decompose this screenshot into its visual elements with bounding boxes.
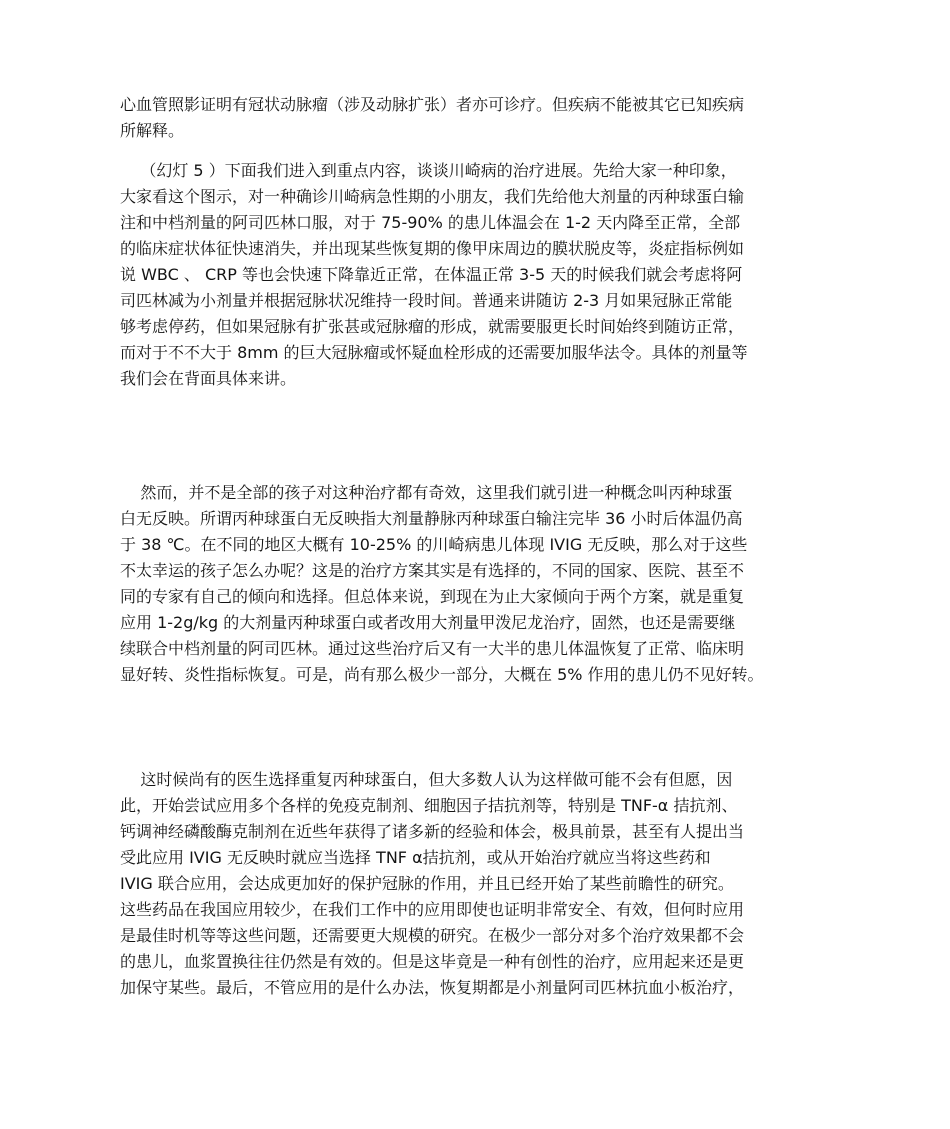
text-line: 受此应用 IVIG 无反映时就应当选择 TNF α拮抗剂，或从开始治疗就应当将这些药和 [120,848,711,867]
text-line: 白无反映。所谓丙种球蛋白无反映指大剂量静脉丙种球蛋白输注完毕 36 小时后体温仍高 [120,509,743,528]
text-line: 够考虑停药，但如果冠脉有扩张甚或冠脉瘤的形成，就需要服更长时间始终到随访正常， [120,317,745,336]
paragraph-2 [120,158,840,392]
text-line: 应用 1-2g/kg 的大剂量丙种球蛋白或者改用大剂量甲泼尼龙治疗，固然，也还是需要继 [120,613,736,632]
text-line: 这些药品在我国应用较少，在我们工作中的应用即使也证明非常安全、有效，但何时应用 [120,900,745,919]
text-line: 同的专家有自己的倾向和选择。但总体来说，到现在为止大家倾向于两个方案，就是重复 [120,587,745,606]
text-line: 说 WBC 、 CRP 等也会快速下降靠近正常，在体温正常 3-5 天的时候我们就会考虑将阿 [120,265,743,284]
text-line: （幻灯 5 ）下面我们进入到重点内容，谈谈川崎病的治疗进展。先给大家一种印象， [120,161,737,180]
text-line: IVIG 联合应用，会达成更加好的保护冠脉的作用，并且已经开始了某些前瞻性的研究。 [120,874,734,893]
text-line: 而对于不不大于 8mm 的巨大冠脉瘤或怀疑血栓形成的还需要加服华法令。具体的剂量等 [120,343,748,362]
paragraph-1 [120,92,840,144]
paragraph-3 [120,480,840,688]
text-line: 心血管照影证明有冠状动脉瘤（涉及动脉扩张）者亦可诊疗。但疾病不能被其它已知疾病 [120,95,745,114]
text-line: 不太幸运的孩子怎么办呢？这是的治疗方案其实是有选择的，不同的国家、医院、甚至不 [120,561,745,580]
text-line: 加保守某些。最后，不管应用的是什么办法，恢复期都是小剂量阿司匹林抗血小板治疗， [120,978,745,997]
text-line: 然而，并不是全部的孩子对这种治疗都有奇效，这里我们就引进一种概念叫丙种球蛋 [120,483,733,502]
text-line: 是最佳时机等等这些问题，还需要更大规模的研究。在极少一部分对多个治疗效果都不会 [120,926,745,945]
text-line: 的患儿，血浆置换往往仍然是有效的。但是这毕竟是一种有创性的治疗，应用起来还是更 [120,952,745,971]
text-line: 此，开始尝试应用多个各样的免疫克制剂、细胞因子拮抗剂等，特别是 TNF-α 拮抗剂、 [120,796,738,815]
text-line: 显好转、炎性指标恢复。可是，尚有那么极少一部分，大概在 5% 作用的患儿仍不见好转。 [120,665,764,684]
paragraph-4 [120,767,840,1001]
text-line: 司匹林减为小剂量并根据冠脉状况维持一段时间。普通来讲随访 2-3 月如果冠脉正常能 [120,291,733,310]
text-line: 这时候尚有的医生选择重复丙种球蛋白，但大多数人认为这样做可能不会有但愿，因 [120,770,733,789]
text-line: 于 38 ℃。在不同的地区大概有 10-25% 的川崎病患儿体现 IVIG 无反映，那么对于这些 [120,535,748,554]
text-line: 所解释。 [120,121,185,140]
text-line: 注和中档剂量的阿司匹林口服，对于 75-90% 的患儿体温会在 1-2 天内降至正常，全部 [120,213,741,232]
text-line: 钙调神经磷酸酶克制剂在近些年获得了诸多新的经验和体会，极具前景，甚至有人提出当 [120,822,745,841]
text-line: 我们会在背面具体来讲。 [120,369,297,388]
text-line: 的临床症状体征快速消失，并出现某些恢复期的像甲床周边的膜状脱皮等，炎症指标例如 [120,239,745,258]
text-line: 续联合中档剂量的阿司匹林。通过这些治疗后又有一大半的患儿体温恢复了正常、临床明 [120,639,745,658]
text-line: 大家看这个图示，对一种确诊川崎病急性期的小朋友，我们先给他大剂量的丙种球蛋白输 [120,187,745,206]
